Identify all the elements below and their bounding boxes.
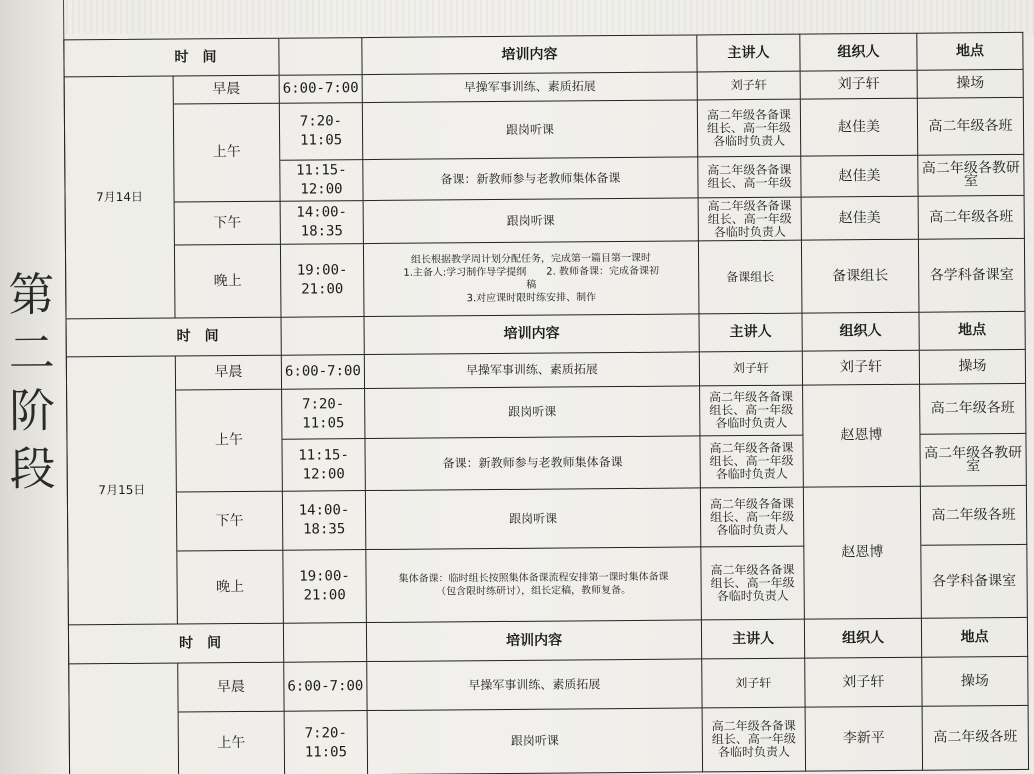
location-cell — [918, 155, 1024, 197]
speaker-cell — [700, 352, 803, 387]
organizer-cell — [805, 658, 922, 708]
content-cell-text: 早操军事训练、素质拓展 — [463, 79, 596, 95]
period-cell-text: 早晨 — [214, 364, 243, 381]
location-cell — [921, 545, 1028, 619]
content-cell — [364, 241, 700, 317]
period-cell — [179, 712, 285, 774]
header-location-text: 地点 — [960, 628, 989, 645]
period-cell-text: 上午 — [212, 144, 241, 161]
header-content — [362, 34, 697, 75]
speaker-cell — [703, 708, 806, 773]
speaker-cell-text: 高二年级各备课 组长、高一年级 各临时负责人 — [709, 496, 795, 537]
header-content — [367, 620, 702, 662]
location-cell-text: 高二年级各班 — [933, 728, 1018, 746]
period-cell-text: 上午 — [214, 432, 244, 449]
header-speaker — [699, 314, 802, 353]
time-cell — [283, 550, 367, 624]
content-cell-text: 备课：新教师参与老教师集体备课 — [440, 170, 621, 186]
header-speaker — [697, 34, 800, 73]
time-cell — [280, 103, 363, 161]
header-organizer — [805, 619, 922, 659]
location-cell-text: 各学科备课室 — [932, 572, 1017, 590]
header-speaker-text: 主讲人 — [731, 630, 775, 647]
speaker-cell-text: 刘子轩 — [735, 675, 772, 690]
time-cell-text: 7:20- 11:05 — [304, 724, 348, 761]
header-organizer — [802, 313, 919, 352]
header-time-text: 时 间 — [176, 328, 219, 345]
time-cell — [282, 439, 365, 492]
organizer-cell-text: 赵恩博 — [840, 426, 883, 444]
location-cell-text: 操场 — [958, 358, 987, 375]
location-cell — [919, 196, 1025, 240]
speaker-cell-text: 备课组长 — [726, 269, 775, 284]
content-cell-text: 跟岗听课 — [510, 733, 559, 748]
location-cell — [920, 350, 1026, 385]
phase-label: 第二阶段 — [8, 267, 56, 496]
period-cell — [177, 551, 284, 625]
time-cell-text: 6:00-7:00 — [282, 80, 359, 97]
period-cell — [177, 492, 283, 552]
header-location — [919, 312, 1025, 351]
time-cell-text: 14:00- 18:35 — [298, 502, 350, 538]
speaker-cell-text: 高二年级各备课 组长、高一年级 各临时负责人 — [711, 718, 796, 760]
content-cell-text: 跟岗听课 — [506, 213, 555, 228]
organizer-cell-text: 刘子轩 — [839, 359, 882, 376]
location-cell — [919, 239, 1026, 313]
organizer-cell — [801, 156, 918, 198]
location-cell-text: 高二年级各班 — [929, 208, 1014, 226]
header-time — [63, 38, 279, 78]
location-cell — [922, 657, 1028, 707]
speaker-cell — [701, 547, 805, 621]
time-cell-text: 6:00-7:00 — [284, 363, 361, 380]
period-cell-text: 晚上 — [216, 578, 245, 595]
header-location-text: 地点 — [955, 42, 984, 59]
organizer-cell — [801, 99, 918, 157]
speaker-cell — [702, 659, 805, 709]
period-cell — [175, 245, 282, 319]
organizer-cell — [803, 385, 921, 488]
speaker-cell-text: 高二年级各备课 组长、高一年级 各临时负责人 — [709, 440, 794, 482]
time-cell-text: 7:20- 11:05 — [302, 395, 345, 432]
organizer-cell — [806, 707, 923, 772]
location-cell-text: 高二年级各班 — [930, 399, 1015, 417]
time-cell-text: 7:20- 11:05 — [299, 113, 343, 149]
speaker-cell-text: 高二年级各备课 组长、高一年级 各临时负责人 — [709, 389, 794, 431]
date-cell-text: 7月14日 — [96, 189, 144, 205]
content-cell — [366, 547, 702, 623]
period-cell-text: 下午 — [213, 214, 242, 231]
content-cell-text: 组长根据教学周计划分配任务，完成第一篇目第一课时 1.主备人:学习制作导学提纲 2. 教师备课：完成备课初 稿 3.对应课时限时练安排、制作 — [403, 252, 660, 305]
speaker-cell — [698, 157, 801, 199]
content-cell — [366, 488, 701, 550]
header-time — [68, 624, 284, 665]
location-cell-text: 操场 — [960, 672, 989, 689]
speaker-cell — [699, 198, 802, 242]
speaker-cell — [699, 241, 803, 315]
speaker-cell-text: 高二年级各备课 组长、高一年级 各临时负责人 — [706, 107, 792, 148]
period-cell — [176, 356, 282, 391]
period-cell — [175, 202, 281, 246]
location-cell — [918, 70, 1024, 99]
location-cell — [920, 434, 1026, 487]
content-cell — [367, 659, 702, 711]
date-cell — [66, 357, 178, 626]
time-cell — [284, 662, 367, 712]
period-cell-text: 早晨 — [212, 81, 241, 98]
date-cell — [68, 664, 179, 774]
date-cell — [64, 77, 176, 320]
header-time-blank — [279, 37, 362, 76]
header-speaker-text: 主讲人 — [729, 323, 772, 341]
organizer-cell — [802, 240, 920, 314]
header-content-text: 培训内容 — [505, 632, 563, 649]
speaker-cell — [700, 436, 803, 489]
location-cell-text: 高二年级各班 — [931, 506, 1016, 524]
time-cell — [281, 244, 365, 318]
location-cell-text: 高二年级各班 — [928, 117, 1013, 135]
period-cell-text: 下午 — [215, 512, 244, 529]
speaker-cell — [698, 72, 801, 101]
speaker-cell-text: 高二年级各备课 组长、高一年级 各临时负责人 — [707, 198, 792, 239]
organizer-cell-text: 赵佳美 — [838, 167, 881, 184]
period-cell-text: 上午 — [217, 735, 246, 752]
organizer-cell — [804, 487, 922, 620]
organizer-cell — [801, 71, 918, 100]
content-cell — [368, 708, 703, 774]
header-location-text: 地点 — [958, 322, 987, 339]
header-content — [365, 314, 700, 355]
organizer-cell — [802, 197, 919, 241]
time-cell-text: 11:15- 12:00 — [298, 446, 349, 483]
organizer-cell-text: 刘子轩 — [842, 673, 885, 690]
content-cell — [363, 72, 698, 103]
header-organizer-text: 组织人 — [841, 629, 885, 646]
content-cell-text: 早操军事训练、素质拓展 — [465, 362, 598, 378]
content-cell-text: 跟岗听课 — [508, 404, 557, 419]
location-cell-text: 高二年级各教研 室 — [921, 159, 1020, 190]
content-cell — [363, 157, 698, 201]
header-time — [66, 318, 282, 358]
organizer-cell-text: 赵佳美 — [838, 209, 881, 226]
header-organizer — [800, 33, 917, 72]
speaker-cell — [701, 488, 804, 548]
period-cell-text: 早晨 — [216, 678, 245, 695]
time-cell-text: 14:00- 18:35 — [296, 204, 348, 240]
speaker-cell-text: 高二年级各备课 组长、高一年级 各临时负责人 — [710, 562, 795, 603]
time-cell — [280, 75, 363, 104]
header-organizer-text: 组织人 — [839, 323, 882, 340]
period-cell — [174, 76, 280, 105]
date-cell-text: 7月15日 — [98, 482, 146, 498]
time-cell-text: 11:15- 12:00 — [295, 162, 347, 198]
location-cell — [920, 384, 1026, 435]
location-cell-text: 各学科备课室 — [929, 266, 1014, 284]
header-content-text: 培训内容 — [501, 46, 558, 63]
content-cell — [365, 386, 700, 439]
time-cell-text: 19:00- 21:00 — [296, 262, 348, 298]
time-cell — [281, 201, 364, 245]
content-cell-text: 备课：新教师参与老教师集体备课 — [442, 455, 623, 471]
time-cell — [282, 355, 365, 390]
location-cell — [923, 706, 1029, 771]
time-cell-text: 19:00- 21:00 — [299, 568, 350, 604]
header-time-text: 时 间 — [174, 48, 217, 66]
location-cell — [921, 486, 1027, 546]
header-speaker — [702, 620, 805, 660]
organizer-cell-text: 备课组长 — [832, 267, 889, 284]
header-content-text: 培训内容 — [503, 325, 560, 342]
time-cell — [280, 160, 363, 202]
header-time-blank — [284, 623, 367, 663]
time-cell — [285, 711, 369, 774]
content-cell — [363, 100, 698, 160]
organizer-cell — [803, 351, 920, 386]
organizer-cell-text: 刘子轩 — [837, 76, 880, 93]
content-cell-text: 跟岗听课 — [505, 122, 555, 137]
organizer-cell-text: 李新平 — [842, 729, 885, 747]
header-organizer-text: 组织人 — [837, 43, 880, 60]
location-cell-text: 高二年级各教研 室 — [924, 444, 1023, 474]
content-cell-text: 集体备课：临时组长按照集体备课流程安排第一课时集体备课 （包含限时练研讨），组长定稿，教师复备。 — [398, 571, 669, 598]
organizer-cell-text: 赵佳美 — [837, 118, 881, 135]
period-cell — [174, 104, 281, 203]
header-time-blank — [282, 317, 365, 356]
period-cell — [176, 390, 283, 493]
organizer-cell-text: 赵恩博 — [841, 543, 884, 561]
content-cell — [364, 198, 699, 244]
speaker-cell-text: 高二年级各备课 组长、高一年级 — [707, 162, 792, 191]
location-cell — [918, 98, 1024, 156]
time-cell — [282, 389, 365, 440]
content-cell-text: 跟岗听课 — [509, 511, 558, 526]
speaker-cell-text: 刘子轩 — [730, 77, 767, 93]
time-cell-text: 6:00-7:00 — [287, 677, 364, 695]
content-cell — [365, 436, 700, 491]
location-cell-text: 操场 — [956, 75, 985, 92]
time-cell — [283, 491, 366, 551]
period-cell — [178, 663, 284, 713]
header-time-text: 时 间 — [178, 634, 222, 652]
speaker-cell-text: 刘子轩 — [732, 360, 769, 376]
speaker-cell — [698, 100, 801, 158]
period-cell-text: 晚上 — [213, 272, 242, 289]
content-cell-text: 早操军事训练、素质拓展 — [468, 676, 601, 692]
header-location — [917, 32, 1023, 71]
header-speaker-text: 主讲人 — [727, 44, 770, 61]
content-cell — [365, 352, 700, 389]
speaker-cell — [700, 386, 803, 437]
header-location — [922, 618, 1028, 658]
